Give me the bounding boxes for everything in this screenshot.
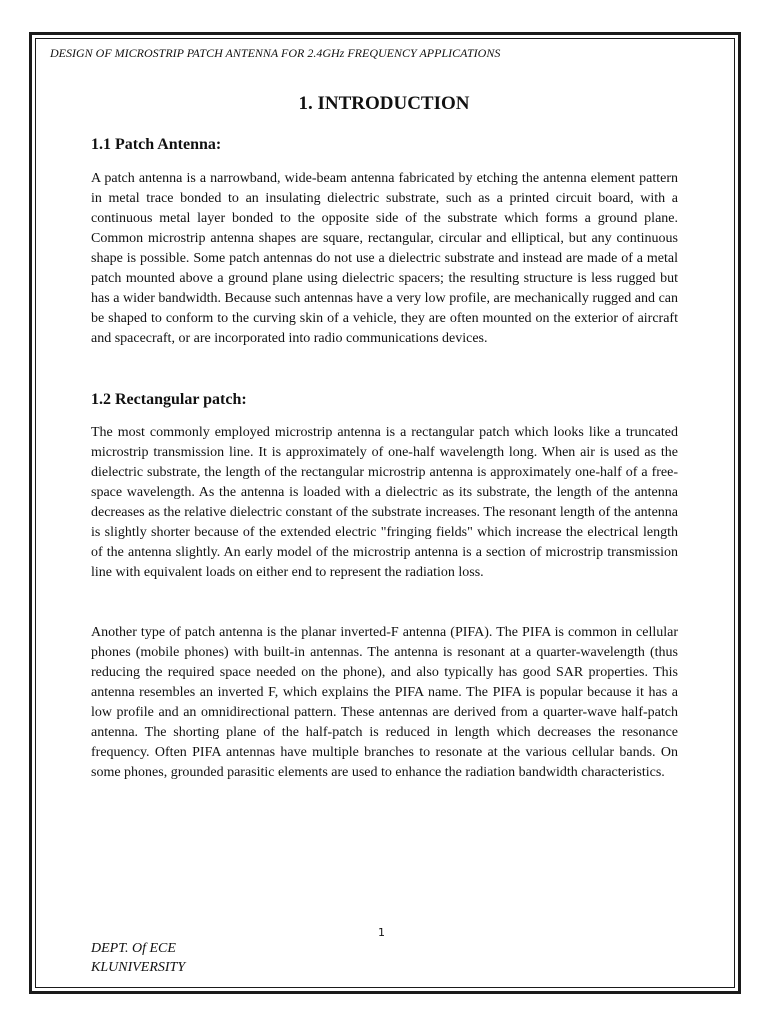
chapter-title: 1. INTRODUCTION xyxy=(298,93,470,114)
paragraph-rectangular-patch: The most commonly employed microstrip antenna is a rectangular patch which looks like a truncated microstrip transmission line. It is approximately of one-half wavelength long. When air is used as the dielectric substrate, the length of the rectangular microstrip antenna is approximately one-half of a free-space wavelength. As the antenna is loaded with a dielectric as its substrate, the length of the antenna decreases as the relative dielectric constant of the substrate increases. The resonant length of the antenna is slightly shorter because of the extended electric "fringing fields" which increase the electrical length of the antenna slightly. An early model of the microstrip antenna is a section of microstrip transmission line with equivalent loads on either end to represent the radiation loss. xyxy=(91,425,678,580)
section-heading-patch-antenna: 1.1 Patch Antenna: xyxy=(91,136,222,153)
paragraph-patch-antenna: A patch antenna is a narrowband, wide-beam antenna fabricated by etching the antenna element pattern in metal trace bonded to an insulating dielectric substrate, such as a printed circuit board, with a continuous metal layer bonded to the opposite side of the substrate which forms a ground plane. Common microstrip antenna shapes are square, rectangular, circular and elliptical, but any continuous shape is possible. Some patch antennas do not use a dielectric substrate and instead are made of a metal patch mounted above a ground plane using dielectric spacers; the resulting structure is less rugged but has a wider bandwidth. Because such antennas have a very low profile, are mechanically rugged and can be shaped to conform to the curving skin of a vehicle, they are often mounted on the exterior of aircraft and spacecraft, or are incorporated into radio communications devices. xyxy=(91,171,678,346)
running-header: DESIGN OF MICROSTRIP PATCH ANTENNA FOR 2.4GHz FREQUENCY APPLICATIONS xyxy=(50,46,501,60)
page-number: 1 xyxy=(378,926,385,939)
paragraph-pifa: Another type of patch antenna is the planar inverted-F antenna (PIFA). The PIFA is common in cellular phones (mobile phones) with built-in antennas. The antenna is resonant at a quarter-wavelength (thus reducing the required space needed on the phone), and also typically has good SAR properties. This antenna resembles an inverted F, which explains the PIFA name. The PIFA is popular because it has a low profile and an omnidirectional pattern. These antennas are derived from a quarter-wave half-patch antenna. The shorting plane of the half-patch is reduced in length which decreases the resonance frequency. Often PIFA antennas have multiple branches to resonate at the various cellular bands. On some phones, grounded parasitic elements are used to enhance the radiation bandwidth characteristics. xyxy=(91,625,678,780)
footer-university: KLUNIVERSITY xyxy=(91,960,186,975)
section-heading-rectangular-patch: 1.2 Rectangular patch: xyxy=(91,391,247,408)
footer-department: DEPT. Of ECE xyxy=(91,941,176,956)
